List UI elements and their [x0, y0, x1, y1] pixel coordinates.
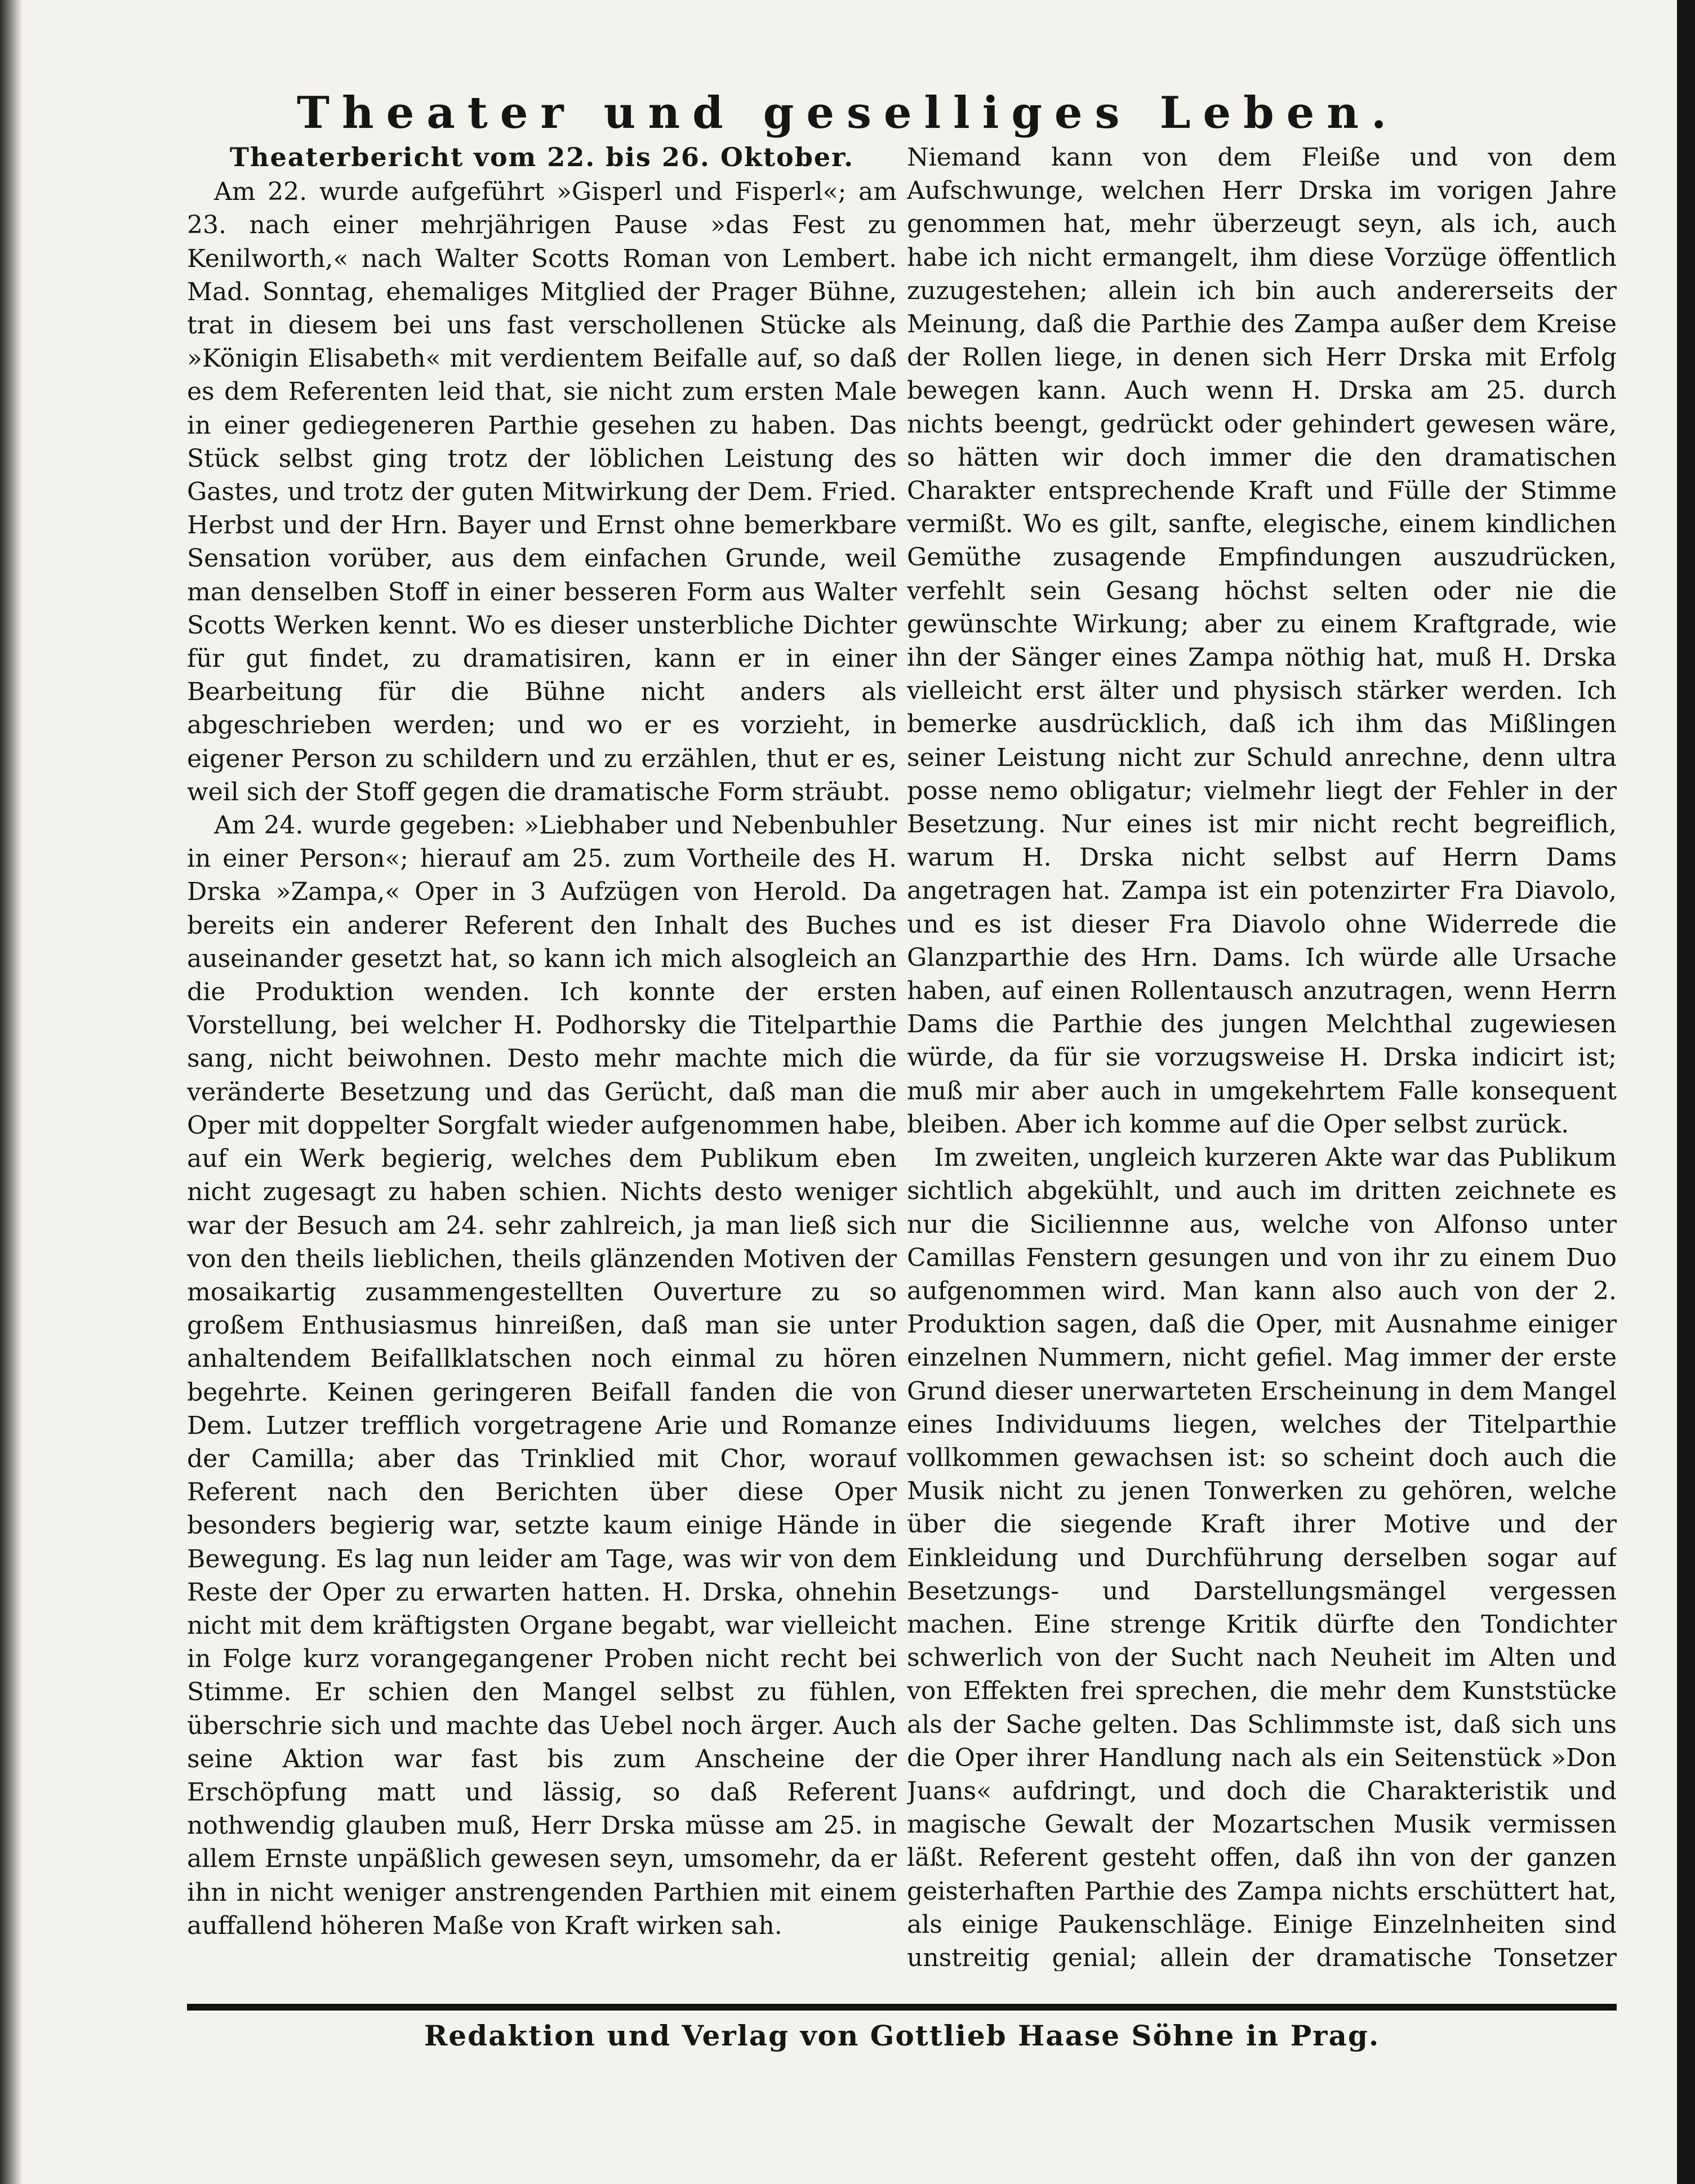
paragraph-zampa: Am 24. wurde gegeben: »Liebhaber und Nebenbuhler in einer Person«; hierauf am 25. zum Vortheile des H. Drska »Zampa,« Oper in 3 Aufzügen von Herold. Da bereits ein anderer Referent den Inhalt des Buches auseinander gesetzt hat, so kann ich mich alsogleich an die Produktion wenden. Ich konnte der ersten Vorstellung, bei welcher H. Podhorsky die Titelparthie sang, nicht beiwohnen. Desto mehr machte mich die veränderte Besetzung und das Gerücht, daß man die Oper mit doppelter Sorgfalt wieder aufgenommen habe, auf ein Werk begierig, welches dem Publikum eben nicht zugesagt zu haben schien. Nichts desto weniger war der Besuch am 24. sehr zahlreich, ja man ließ sich von den theils lieblichen, theils glänzenden Motiven der mosaikartig zusammengestellten Ouverture zu so großem Enthusiasmus hinreißen, daß man sie unter anhaltendem Beifallklatschen noch einmal zu hören begehrte. Keinen geringeren Beifall fanden die von Dem. Lutzer trefflich vorgetragene Arie und Romanze der Camilla; aber das Trinklied mit Chor, worauf Referent nach den Berichten über diese Oper besonders begierig war, setzte kaum einige Hände in Bewegung. Es lag nun leider am Tage, was wir von dem Reste der Oper zu erwarten hatten. H. Drska, ohnehin nicht mit dem kräftigsten Organe begabt, war vielleicht in Folge kurz vorangegangener Proben nicht recht bei Stimme. Er schien den Mangel selbst zu fühlen, überschrie sich und machte das Uebel noch ärger. Auch seine Aktion war fast bis zum Anscheine der Erschöpfung matt und lässig, so daß Referent nothwendig glauben muß, Herr Drska müsse am 25. in allem Ernste unpäßlich gewesen seyn, umsomehr, da er ihn in nicht weniger anstrengenden Parthien mit einem auffallend höheren Maße von Kraft wirken sah. [187, 811, 897, 1940]
paragraph-zampa-continued: Niemand kann von dem Fleiße und von dem Aufschwunge, welchen Herr Drska im vorigen Jahre genommen hat, mehr überzeugt seyn, als ich, auch habe ich nicht ermangelt, ihm diese Vorzüge öffentlich zuzugestehen; allein ich bin auch andererseits der Meinung, daß die Parthie des Zampa außer dem Kreise der Rollen liege, in denen sich Herr Drska mit Erfolg bewegen kann. Auch wenn H. Drska am 25. durch nichts beengt, gedrückt oder gehindert gewesen wäre, so hätten wir doch immer die den dramatischen Charakter entsprechende Kraft und Fülle der Stimme vermißt. Wo es gilt, sanfte, elegische, einem kindlichen Gemüthe zusagende Empfindungen auszudrücken, verfehlt sein Gesang höchst selten oder nie die gewünschte Wirkung; aber zu einem Kraftgrade, wie ihn der Sänger eines Zampa nöthig hat, muß H. Drska vielleicht erst älter und physisch stärker werden. Ich bemerke ausdrücklich, daß ich ihm das Mißlingen seiner Leistung nicht zur Schuld anrechne, denn ultra posse nemo obligatur; vielmehr liegt der Fehler in der Besetzung. Nur eines ist mir nicht recht begreiflich, warum H. Drska nicht selbst auf Herrn Dams angetragen hat. Zampa ist ein potenzirter Fra Diavolo, und es ist dieser Fra Diavolo ohne Widerrede die Glanzparthie des Hrn. Dams. Ich würde alle Ursache haben, auf einen Rollentausch anzutragen, wenn Herrn Dams die Parthie des jungen Melchthal zugewiesen würde, da für sie vorzugsweise H. Drska indicirt ist; muß mir aber auch in umgekehrtem Falle konsequent bleiben. Aber ich komme auf die Oper selbst zurück. [907, 143, 1617, 1139]
article-heading: Theaterbericht vom 22. bis 26. Oktober. [229, 142, 855, 172]
publisher-imprint: Redaktion und Verlag von Gottlieb Haase Söhne in Prag. [424, 2019, 1380, 2052]
page-title: Theater und geselliges Leben. [296, 87, 1399, 139]
text-column-right [907, 141, 1617, 1971]
footer-rule [187, 2004, 1617, 2011]
paragraph-zampa-acts: Im zweiten, ungleich kurzeren Akte war das Publikum sichtlich abgekühlt, und auch im dritten zeichnete es nur die Siciliennne aus, welche von Alfonso unter Camillas Fenstern gesungen und von ihr zu einem Duo aufgenommen wird. Man kann also auch von der 2. Produktion sagen, daß die Oper, mit Ausnahme einiger einzelnen Nummern, nicht gefiel. Mag immer der erste Grund dieser unerwarteten Erscheinung in dem Mangel eines Individuums liegen, welches der Titelparthie vollkommen gewachsen ist: so scheint doch auch die Musik nicht zu jenen Tonwerken zu gehören, welche über die siegende Kraft ihrer Motive und der Einkleidung und Durchführung derselben sogar auf Besetzungs- und Darstellungsmängel vergessen machen. Eine strenge Kritik dürfte den Tondichter schwerlich von der Sucht nach Neuheit im Alten und von Effekten frei sprechen, die mehr dem Kunststücke als der Sache gelten. Das Schlimmste ist, daß sich uns die Oper ihrer Handlung nach als ein Seitenstück »Don Juans« aufdringt, und doch die Charakteristik und magische Gewalt der Mozartschen Musik vermissen läßt. Referent gesteht offen, daß ihn von der ganzen geisterhaften Parthie des Zampa nichts erschüttert hat, als einige Paukenschläge. Einige Einzelnheiten sind unstreitig genial; allein der dramatische Tonsetzer [907, 1143, 1617, 1971]
paragraph-kenilworth: Am 22. wurde aufgeführt »Gisperl und Fisperl«; am 23. nach einer mehrjährigen Pause »das Fest zu Kenilworth,« nach Walter Scotts Roman von Lembert. Mad. Sonntag, ehemaliges Mitglied der Prager Bühne, trat in diesem bei uns fast verschollenen Stücke als »Königin Elisabeth« mit verdientem Beifalle auf, so daß es dem Referenten leid that, sie nicht zum ersten Male in einer gediegeneren Parthie gesehen zu haben. Das Stück selbst ging trotz der löblichen Leistung des Gastes, und trotz der guten Mitwirkung der Dem. Fried. Herbst und der Hrn. Bayer und Ernst ohne bemerkbare Sensation vorüber, aus dem einfachen Grunde, weil man denselben Stoff in einer besseren Form aus Walter Scotts Werken kennt. Wo es dieser unsterbliche Dichter für gut findet, zu dramatisiren, kann er in einer Bearbeitung für die Bühne nicht anders als abgeschrieben werden; und wo er es vorzieht, in eigener Person zu schildern und zu erzählen, thut er es, weil sich der Stoff gegen die dramatische Form sträubt. [187, 177, 897, 806]
scan-border-left [0, 0, 23, 2184]
text-column-left [187, 141, 897, 1971]
scan-border-right [1677, 0, 1695, 2184]
